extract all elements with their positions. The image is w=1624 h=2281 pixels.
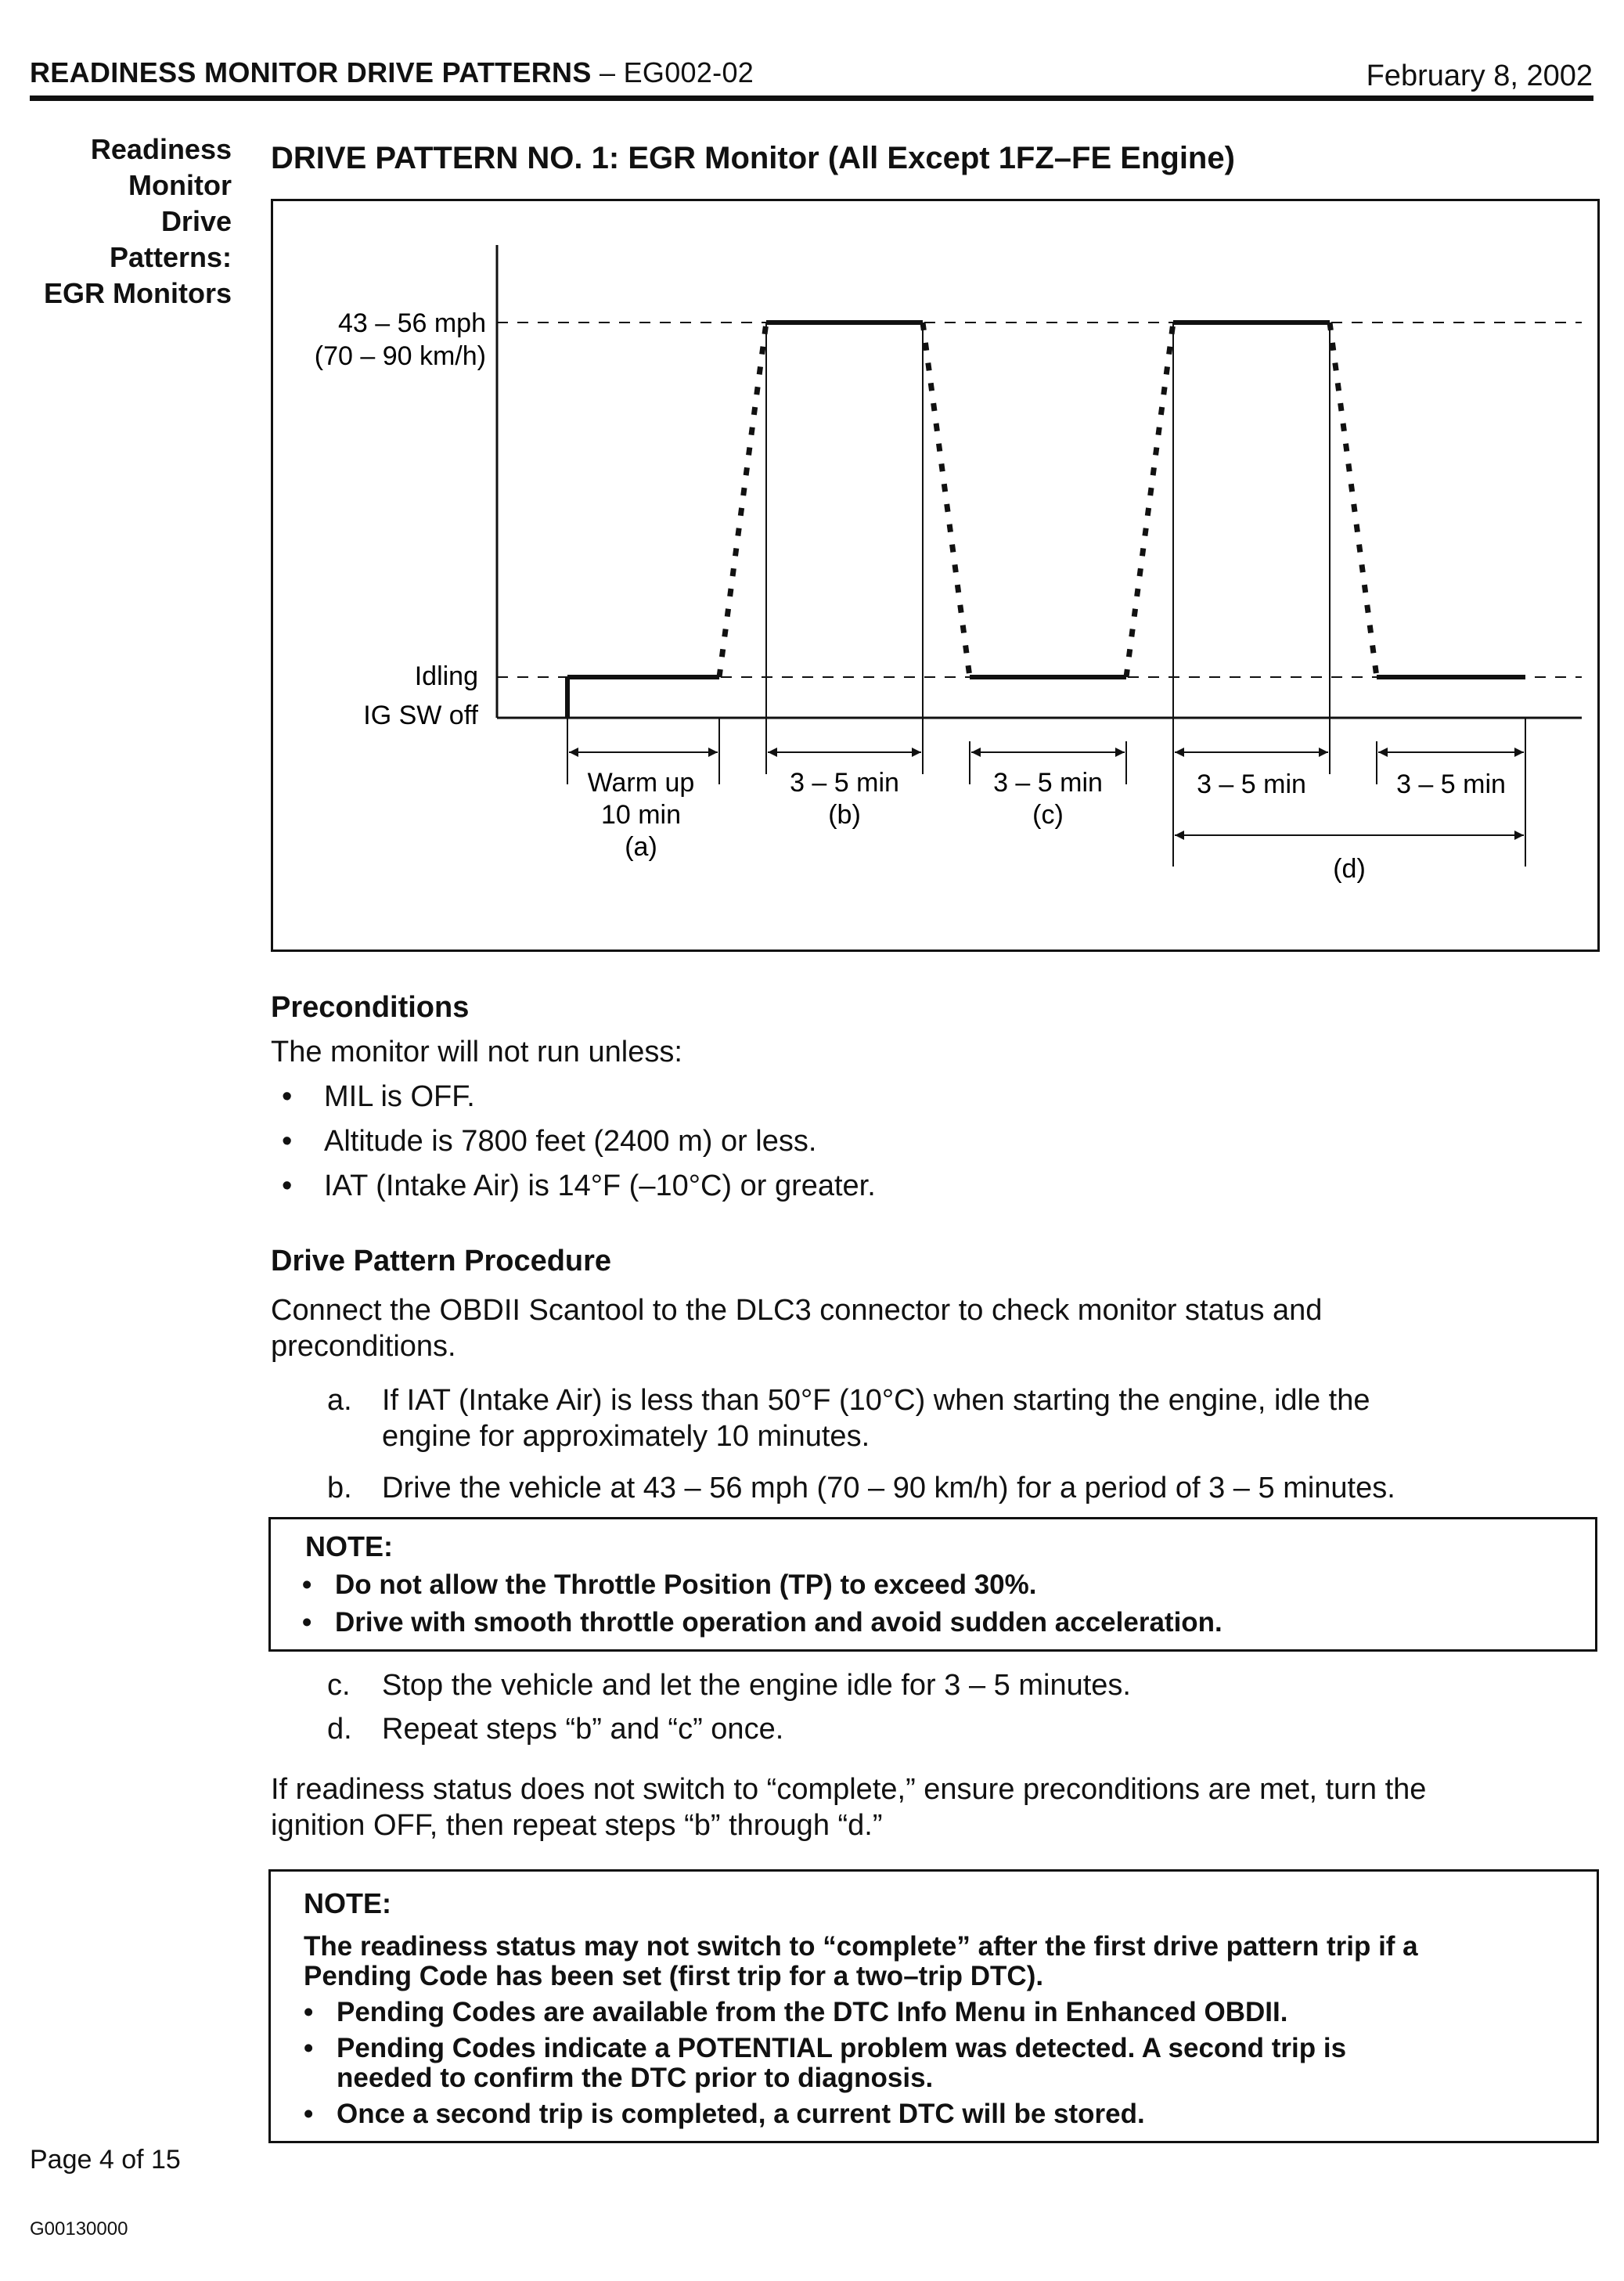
header-document-code: EG002-02 — [623, 56, 754, 88]
note-item: • Pending Codes are available from the DTC Info Menu in Enhanced OBDII. — [304, 1997, 1288, 2027]
note-item: • Pending Codes indicate a POTENTIAL problem was detected. A second trip is — [304, 2033, 1347, 2063]
footer-document-id: G00130000 — [30, 2218, 128, 2240]
preconditions-heading: Preconditions — [271, 991, 470, 1024]
procedure-step-c — [327, 1667, 1595, 1705]
phase-a-label-line1: Warm up — [587, 768, 695, 798]
step-label: d. — [327, 1713, 352, 1746]
footer-page-number: Page 4 of 15 — [30, 2145, 181, 2175]
side-heading — [16, 132, 232, 312]
trace-accel-2 — [1126, 323, 1173, 677]
note-item-continuation: needed to confirm the DTC prior to diagnosis. — [337, 2063, 934, 2093]
procedure-closing-line1: If readiness status does not switch to “complete,” ensure preconditions are met, turn the — [271, 1773, 1427, 1806]
trace-decel-2 — [1330, 323, 1377, 677]
phase-c-label-line2: (c) — [1032, 800, 1064, 830]
precondition-item: • MIL is OFF. — [282, 1080, 475, 1113]
y-label-high-speed: 43 – 56 mph — [337, 308, 486, 338]
header-date: February 8, 2002 — [1366, 59, 1593, 92]
drive-pattern-chart — [273, 201, 1597, 950]
step-text-line1: If IAT (Intake Air) is less than 50°F (10°C) when starting the engine, idle the — [382, 1384, 1370, 1417]
note-item-text: Do not allow the Throttle Position (TP) to exceed 30%. — [335, 1569, 1037, 1600]
document-header-title — [30, 56, 754, 89]
trace-accel-1 — [719, 323, 766, 677]
procedure-intro-line2: preconditions. — [271, 1330, 456, 1363]
procedure-step-b — [327, 1470, 1595, 1508]
note-item-text: Once a second trip is completed, a current DTC will be stored. — [337, 2099, 1145, 2129]
step-label: c. — [327, 1669, 351, 1702]
note-item-text: Pending Codes indicate a POTENTIAL problem was detected. A second trip is — [337, 2033, 1347, 2063]
note-item: • Once a second trip is completed, a current DTC will be stored. — [304, 2099, 1145, 2129]
precondition-item: • Altitude is 7800 feet (2400 m) or less. — [282, 1125, 817, 1158]
side-heading-line: Drive — [160, 205, 232, 237]
step-label: a. — [327, 1384, 352, 1417]
header-separator: – — [591, 56, 624, 88]
note-item-text: Pending Codes are available from the DTC Info Menu in Enhanced OBDII. — [337, 1997, 1288, 2027]
step-label: b. — [327, 1472, 352, 1504]
procedure-step-a — [327, 1382, 1595, 1456]
header-rule — [30, 95, 1593, 101]
precondition-item-text: Altitude is 7800 feet (2400 m) or less. — [324, 1125, 817, 1158]
side-heading-line: Patterns: — [109, 241, 232, 273]
phase-b-label-line1: 3 – 5 min — [790, 768, 899, 798]
phase-b-label-line2: (b) — [828, 800, 861, 830]
drive-pattern-chart-frame — [271, 199, 1600, 952]
precondition-item: • IAT (Intake Air) is 14°F (–10°C) or greater. — [282, 1169, 876, 1202]
procedure-heading: Drive Pattern Procedure — [271, 1245, 612, 1277]
side-heading-line: Readiness — [90, 133, 232, 165]
procedure-step-d — [327, 1711, 1595, 1749]
note-heading: NOTE: — [305, 1530, 393, 1562]
phase-d1-label: 3 – 5 min — [1197, 769, 1306, 799]
y-label-high-speed-metric: (70 – 90 km/h) — [314, 341, 486, 371]
speed-trace — [567, 323, 1525, 718]
note-intro-line1: The readiness status may not switch to “complete” after the first drive pattern trip if a — [304, 1931, 1418, 1962]
trace-decel-1 — [923, 323, 970, 677]
preconditions-intro: The monitor will not run unless: — [271, 1036, 682, 1068]
step-text: Repeat steps “b” and “c” once. — [382, 1713, 784, 1746]
drive-pattern-title: DRIVE PATTERN NO. 1: EGR Monitor (All Except 1FZ–FE Engine) — [271, 141, 1235, 175]
side-heading-line: Monitor — [128, 169, 232, 201]
note-heading: NOTE: — [304, 1887, 391, 1919]
note-item-text: Drive with smooth throttle operation and avoid sudden acceleration. — [335, 1607, 1223, 1638]
step-text: Drive the vehicle at 43 – 56 mph (70 – 90 km/h) for a period of 3 – 5 minutes. — [382, 1472, 1395, 1504]
note-item: • Do not allow the Throttle Position (TP) to exceed 30%. — [302, 1569, 1037, 1600]
procedure-intro-line1: Connect the OBDII Scantool to the DLC3 connector to check monitor status and — [271, 1294, 1323, 1327]
phase-a-label-line2: 10 min — [600, 800, 682, 830]
y-label-idling: Idling — [414, 661, 478, 691]
note-box-pending-codes — [268, 1869, 1599, 2143]
step-text-line2: engine for approximately 10 minutes. — [382, 1420, 870, 1453]
note-intro-line2: Pending Code has been set (first trip for a two–trip DTC). — [304, 1961, 1044, 1991]
note-box-throttle — [268, 1517, 1597, 1652]
precondition-item-text: MIL is OFF. — [324, 1080, 475, 1113]
precondition-item-text: IAT (Intake Air) is 14°F (–10°C) or greater. — [324, 1169, 876, 1202]
phase-c-label-line1: 3 – 5 min — [993, 768, 1103, 798]
procedure-closing-line2: ignition OFF, then repeat steps “b” through “d.” — [271, 1809, 883, 1842]
step-text: Stop the vehicle and let the engine idle for 3 – 5 minutes. — [382, 1669, 1131, 1702]
phase-d-label: (d) — [1333, 854, 1366, 884]
phase-d2-label: 3 – 5 min — [1396, 769, 1506, 799]
y-label-ig-sw-off: IG SW off — [363, 701, 478, 730]
note-item: • Drive with smooth throttle operation and avoid sudden acceleration. — [302, 1607, 1223, 1638]
phase-a-label-line3: (a) — [625, 832, 657, 862]
header-title-text: READINESS MONITOR DRIVE PATTERNS — [30, 56, 592, 88]
side-heading-line: EGR Monitors — [44, 277, 232, 309]
